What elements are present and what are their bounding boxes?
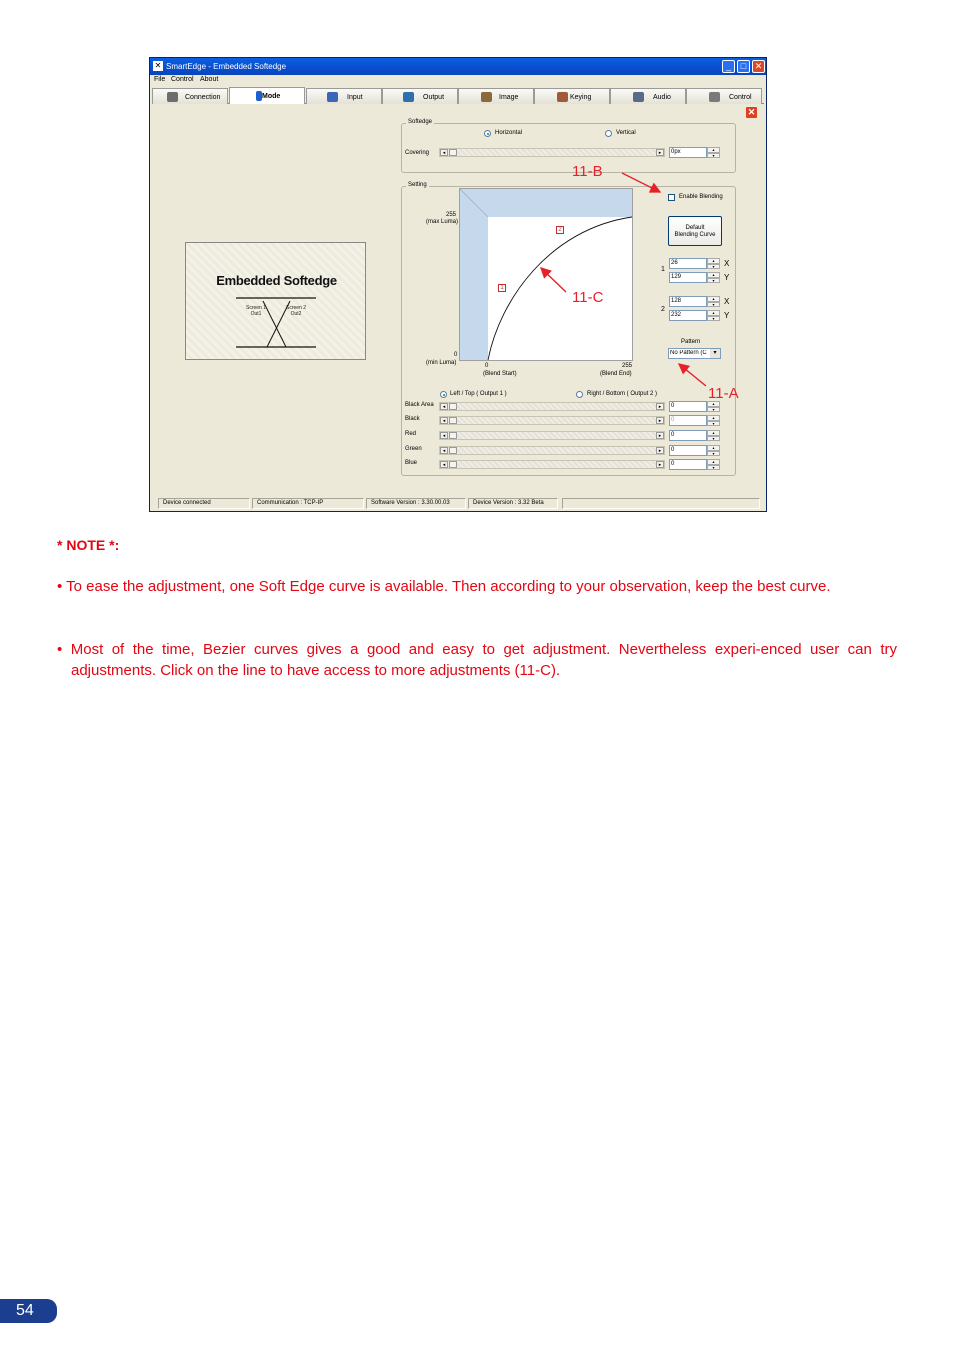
- x-min-value: 0: [485, 363, 489, 369]
- status-communication: Communication : TCP-IP: [252, 498, 364, 509]
- x-max-value: 255: [622, 363, 633, 369]
- black-spinner[interactable]: 0 ▴ ▾: [669, 415, 709, 426]
- pattern-select[interactable]: No Pattern (C ▾: [668, 348, 721, 359]
- point2-y-spinner[interactable]: 232 ▴ ▾: [669, 310, 709, 321]
- note-title: * NOTE *:: [57, 537, 120, 553]
- setting-label: Setting: [408, 182, 427, 188]
- y-max-value: 255: [446, 212, 457, 218]
- tab-connection[interactable]: Connection: [152, 88, 228, 104]
- point1-x-spinner[interactable]: 26 ▴ ▾: [669, 258, 709, 269]
- point2-y-letter: Y: [724, 311, 730, 320]
- point2-x-letter: X: [724, 297, 730, 306]
- black-area-spinner[interactable]: 0 ▴ ▾: [669, 401, 709, 412]
- output1-label: Left / Top ( Output 1 ): [450, 391, 507, 397]
- blue-slider[interactable]: ◂ ▸: [439, 460, 665, 469]
- app-icon: ✕: [154, 61, 162, 70]
- enable-blending-label: Enable Blending: [679, 194, 723, 200]
- black-area-slider[interactable]: ◂ ▸: [439, 402, 665, 411]
- panel-close-icon[interactable]: ✕: [747, 107, 756, 117]
- tab-keying[interactable]: Keying: [534, 88, 610, 104]
- red-slider[interactable]: ◂ ▸: [439, 431, 665, 440]
- point2-row-label: 2: [661, 306, 665, 313]
- black-label: Black: [405, 416, 420, 422]
- horizontal-label: Horizontal: [495, 130, 523, 136]
- tab-image[interactable]: Image: [458, 88, 534, 104]
- blue-spinner[interactable]: 0 ▴ ▾: [669, 459, 709, 470]
- menu-control[interactable]: Control: [171, 76, 194, 83]
- chevron-down-icon[interactable]: ▾: [710, 349, 720, 358]
- annotation-arrows: [0, 0, 954, 560]
- close-button[interactable]: ✕: [752, 60, 765, 73]
- output2-label: Right / Bottom ( Output 2 ): [587, 391, 658, 397]
- point2-x-spinner[interactable]: 128 ▴ ▾: [669, 296, 709, 307]
- screen2-label: Screen 2 Out2: [286, 305, 307, 317]
- annotation-11-b: 11-B: [572, 163, 603, 180]
- red-spinner[interactable]: 0 ▴ ▾: [669, 430, 709, 441]
- menu-file[interactable]: File: [154, 76, 166, 83]
- status-software-version: Software Version : 3.30.00.03: [366, 498, 466, 509]
- annotation-11-c: 11-C: [572, 289, 604, 306]
- control-point-1[interactable]: 1: [498, 284, 506, 292]
- blue-label: Blue: [405, 460, 418, 466]
- green-label: Green: [405, 446, 422, 452]
- black-slider[interactable]: ◂ ▸: [439, 416, 665, 425]
- window-title: SmartEdge - Embedded Softedge: [166, 62, 287, 71]
- tab-control[interactable]: Control: [686, 88, 762, 104]
- default-blending-curve-button[interactable]: Default Blending Curve: [668, 216, 722, 246]
- point1-y-spinner[interactable]: 129 ▴ ▾: [669, 272, 709, 283]
- red-label: Red: [405, 431, 417, 437]
- minimize-button[interactable]: _: [722, 60, 735, 73]
- note-item-2: • Most of the time, Bezier curves gives a good and easy to get adjustment. Nevertheless experi-enced user can try adjustments. Click on the line to have access to more adjustments (11-C).: [57, 641, 897, 679]
- green-slider[interactable]: ◂ ▸: [439, 446, 665, 455]
- maximize-button[interactable]: □: [737, 60, 750, 73]
- y-min-value: 0: [454, 352, 458, 358]
- menu-about[interactable]: About: [200, 76, 219, 83]
- x-max-caption: (Blend End): [600, 371, 632, 377]
- covering-label: Covering: [405, 150, 430, 156]
- pattern-label: Pattern: [681, 339, 701, 345]
- point1-x-letter: X: [724, 259, 730, 268]
- vertical-label: Vertical: [616, 130, 636, 136]
- covering-spinner[interactable]: 0px ▴ ▾: [669, 147, 709, 158]
- point1-y-letter: Y: [724, 273, 730, 282]
- control-point-2[interactable]: 2: [556, 226, 564, 234]
- tab-audio[interactable]: Audio: [610, 88, 686, 104]
- black-area-label: Black Area: [405, 402, 434, 408]
- x-min-caption: (Blend Start): [483, 371, 517, 377]
- tab-input[interactable]: Input: [306, 88, 382, 104]
- tab-mode[interactable]: Mode: [229, 87, 305, 105]
- note-item-1: • To ease the adjustment, one Soft Edge curve is available. Then according to your observation, keep the best curve.: [57, 578, 831, 595]
- status-device-version: Device Version : 3.32 Beta: [468, 498, 558, 509]
- preview-title: Embedded Softedge: [216, 273, 337, 288]
- y-max-caption: (max Luma): [426, 219, 459, 225]
- y-min-caption: (min Luma): [426, 360, 457, 366]
- green-spinner[interactable]: 0 ▴ ▾: [669, 445, 709, 456]
- page-number: 54: [0, 1299, 57, 1323]
- screen1-label: Screen 1 Out1: [246, 305, 267, 317]
- tab-output[interactable]: Output: [382, 88, 458, 104]
- point1-row-label: 1: [661, 266, 665, 273]
- covering-slider[interactable]: ◂ ▸: [439, 148, 665, 157]
- softedge-label: Softedge: [408, 119, 433, 125]
- annotation-11-a: 11-A: [708, 385, 739, 402]
- status-connection: Device connected: [158, 498, 250, 509]
